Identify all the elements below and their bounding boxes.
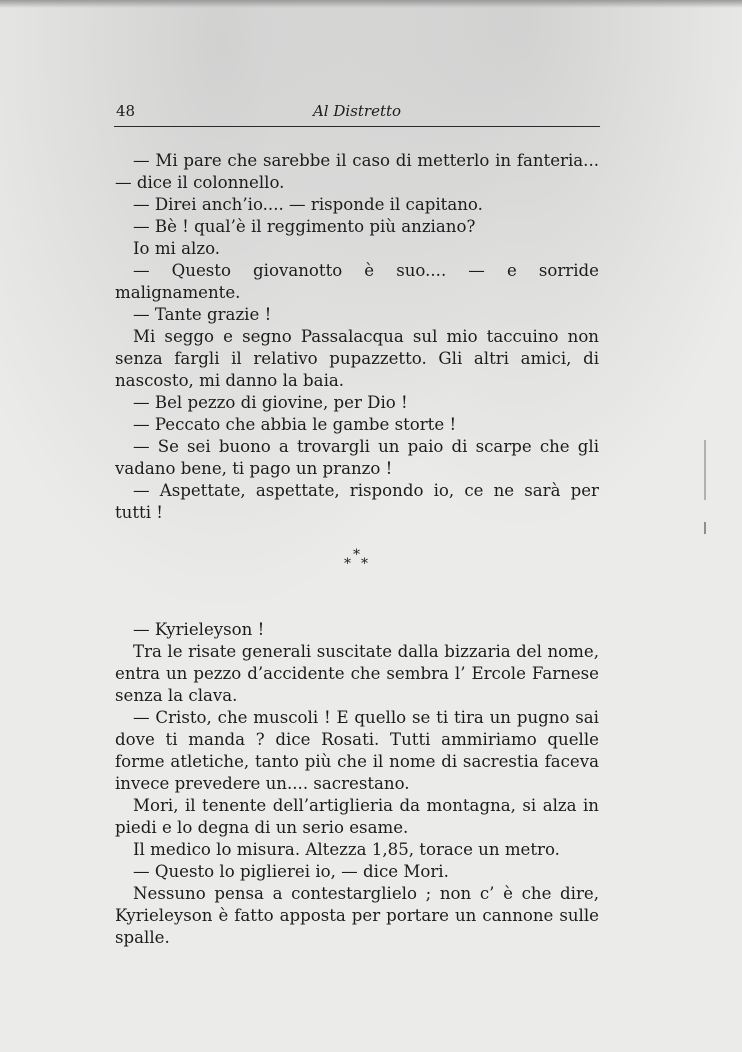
paragraph: — Se sei buono a trovargli un paio di scarpe che gli vadano bene, ti pago un pranzo ! xyxy=(115,437,599,478)
paragraph: — Tante grazie ! xyxy=(133,305,272,324)
paragraph: Mori, il tenente dell’artiglieria da montagna, si alza in piedi e lo degna di un serio esame. xyxy=(115,796,599,837)
page-number: 48 xyxy=(116,102,136,120)
text-block-top xyxy=(115,150,599,524)
margin-scan-mark xyxy=(704,522,706,534)
paragraph: — Questo giovanotto è suo.... — e sorride malignamente. xyxy=(115,261,599,302)
paragraph: Tra le risate generali suscitate dalla bizzaria del nome, entra un pezzo d’accidente che sembra l’ Ercole Farnese senza la clava. xyxy=(115,642,599,705)
running-title: Al Distretto xyxy=(312,102,402,120)
paragraph: — Bel pezzo di giovine, per Dio ! xyxy=(133,393,408,412)
paragraph: — Cristo, che muscoli ! E quello se ti tira un pugno sai dove ti manda ? dice Rosati. Tutti ammiriamo quelle forme atletiche, tanto più che il nome di sacrestia faceva invece prevedere un.... sacrestano. xyxy=(115,708,599,793)
paragraph: Il medico lo misura. Altezza 1,85, torace un metro. xyxy=(133,840,560,859)
paragraph: Io mi alzo. xyxy=(133,239,221,258)
page-top-shadow xyxy=(0,0,742,8)
text-block-bottom xyxy=(115,619,599,949)
paragraph: — Aspettate, aspettate, rispondo io, ce ne sarà per tutti ! xyxy=(115,481,599,522)
asterism-star: * xyxy=(353,547,360,563)
paragraph: — Peccato che abbia le gambe storte ! xyxy=(133,415,457,434)
paragraph: — Kyrieleyson ! xyxy=(133,620,265,639)
paragraph: — Questo lo piglierei io, — dice Mori. xyxy=(133,862,449,881)
paragraph: — Mi pare che sarebbe il caso di metterlo in fanteria... — dice il colonnello. xyxy=(115,151,599,192)
margin-scan-mark xyxy=(704,440,706,500)
paragraph: — Bè ! qual’è il reggimento più anziano? xyxy=(133,217,476,236)
paragraph: — Direi anch’io.... — risponde il capitano. xyxy=(133,195,483,214)
section-separator-asterism xyxy=(340,548,376,578)
asterism-star: * xyxy=(361,556,368,572)
paragraph: Mi seggo e segno Passalacqua sul mio taccuino non senza fargli il relativo pupazzetto. Gli altri amici, di nascosto, mi danno la baia. xyxy=(115,327,599,390)
asterism-star: * xyxy=(344,556,351,572)
page-header xyxy=(114,102,600,127)
paragraph: Nessuno pensa a contestarglielo ; non c’ è che dire, Kyrieleyson è fatto apposta per portare un cannone sulle spalle. xyxy=(115,884,599,947)
